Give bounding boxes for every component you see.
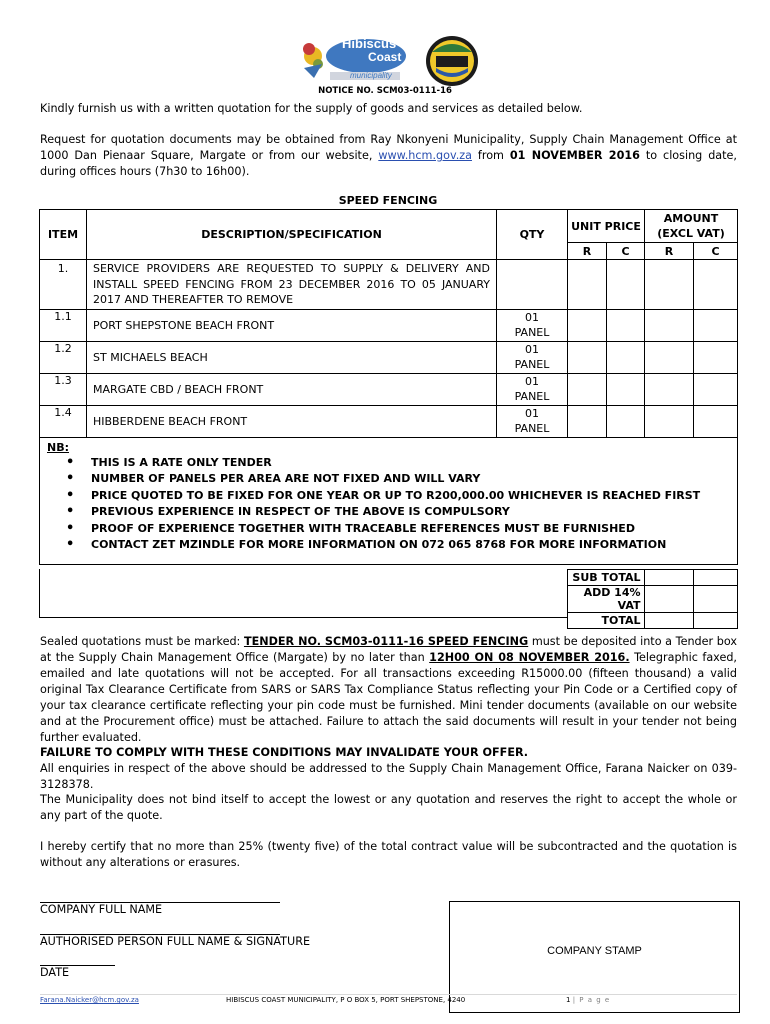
notice-number: NOTICE NO. SCM03-0111-16 bbox=[318, 86, 452, 96]
sealed-part1: Sealed quotations must be marked: bbox=[40, 635, 244, 648]
row-description: PORT SHEPSTONE BEACH FRONT bbox=[87, 309, 497, 341]
footer-divider bbox=[40, 994, 737, 995]
row-item: 1.2 bbox=[40, 341, 87, 373]
header-item: ITEM bbox=[40, 210, 87, 260]
table-row bbox=[40, 373, 738, 405]
list-item: • CONTACT ZET MZINDLE FOR MORE INFORMATION ON 072 065 8768 FOR MORE INFORMATION bbox=[66, 537, 700, 553]
request-part1: Request for quotation documents may be obtained from Ray Nkonyeni Municipality, Supply Chain Management Office at 1000 Dan Pienaar Square, Margate or from our website, bbox=[40, 133, 737, 162]
date-label: DATE bbox=[40, 966, 70, 979]
header-unit-c: C bbox=[607, 243, 645, 260]
row-description: SERVICE PROVIDERS ARE REQUESTED TO SUPPLY & DELIVERY AND INSTALL SPEED FENCING FROM 23 DECEMBER 2016 TO 05 JANUARY 2017 AND THEREAFTER TO REMOVE bbox=[87, 260, 497, 310]
logo-line-2: Coast bbox=[368, 50, 402, 64]
sealed-part2: must be deposited into a Tender box at the Supply Chain Management Office (Margate) by no later than bbox=[40, 635, 737, 664]
company-stamp-label: COMPANY STAMP bbox=[547, 945, 642, 957]
row-item: 1.1 bbox=[40, 309, 87, 341]
header-unit-r: R bbox=[568, 243, 607, 260]
request-date: 01 NOVEMBER 2016 bbox=[509, 149, 640, 162]
company-name-label: COMPANY FULL NAME bbox=[40, 903, 163, 916]
section-title: SPEED FENCING bbox=[338, 194, 438, 207]
nb-label: NB: bbox=[47, 441, 69, 454]
sealed-paragraph bbox=[40, 634, 737, 746]
row-qty-unit: PANEL bbox=[514, 358, 550, 371]
logo-line-3: municipality bbox=[350, 71, 392, 80]
row-qty-number: 01 bbox=[525, 342, 539, 356]
sealed-part3: Telegraphic faxed, emailed and late quotations will not be accepted. For all transactions exceeding R15000.00 (fifteen thousand) a valid original Tax Clearance Certificate from SARS or SARS Tax Compliance Status reflecting your Pin Code or a Certified copy of your tax clearance certificate reflecting your pin code must be furnished. Mini tender documents (available on our website and at the Procurement office) must be attached. Failure to attach the said documents will result in your tender not being further evaluated. bbox=[40, 651, 737, 744]
footer-email-link[interactable]: Farana.Naicker@hcm.gov.za bbox=[40, 996, 139, 1004]
header-amount-r: R bbox=[645, 243, 694, 260]
failure-warning: FAILURE TO COMPLY WITH THESE CONDITIONS MAY INVALIDATE YOUR OFFER. bbox=[40, 746, 529, 759]
nb-list bbox=[66, 455, 700, 553]
totals-table bbox=[39, 569, 738, 629]
header-amount-c: C bbox=[694, 243, 738, 260]
row-qty-unit: PANEL bbox=[514, 326, 550, 339]
certify-text: I hereby certify that no more than 25% (twenty five) of the total contract value will be subcontracted and the quotation is without any alterations or erasures. bbox=[40, 840, 737, 869]
request-part3: to closing date, during offices hours (7h30 to 16h00). bbox=[40, 149, 737, 178]
totals-left-border bbox=[39, 569, 40, 618]
row-qty-number: 01 bbox=[525, 374, 539, 388]
row-description: MARGATE CBD / BEACH FRONT bbox=[87, 373, 497, 405]
header-unit-price: UNIT PRICE bbox=[568, 210, 645, 243]
row-item: 1.4 bbox=[40, 405, 87, 437]
tender-number: TENDER NO. SCM03-0111-16 SPEED FENCING bbox=[243, 635, 529, 648]
closing-time: 12H00 ON 08 NOVEMBER 2016. bbox=[429, 651, 630, 664]
header-amount: AMOUNT (EXCL VAT) bbox=[645, 210, 738, 243]
row-qty-unit: PANEL bbox=[514, 390, 550, 403]
enquiries-text: All enquiries in respect of the above should be addressed to the Supply Chain Management Office, Farana Naicker on 039-3128378. bbox=[40, 762, 737, 791]
vat-label: ADD 14% VAT bbox=[567, 586, 644, 613]
total-label: TOTAL bbox=[567, 613, 644, 629]
list-item: • PREVIOUS EXPERIENCE IN RESPECT OF THE ABOVE IS COMPULSORY bbox=[66, 504, 700, 520]
list-item: • PRICE QUOTED TO BE FIXED FOR ONE YEAR OR UP TO R200,000.00 WHICHEVER IS REACHED FIRST bbox=[66, 488, 700, 504]
list-item: • PROOF OF EXPERIENCE TOGETHER WITH TRACEABLE REFERENCES MUST BE FURNISHED bbox=[66, 521, 700, 537]
header-description: DESCRIPTION/SPECIFICATION bbox=[87, 210, 497, 260]
footer-page-number bbox=[566, 996, 610, 1004]
page-number: 1 bbox=[566, 996, 571, 1004]
footer-address: HIBISCUS COAST MUNICIPALITY, P O BOX 5, PORT SHEPSTONE, 4240 bbox=[226, 996, 466, 1004]
request-part2: from bbox=[471, 149, 510, 162]
subtotal-label: SUB TOTAL bbox=[567, 570, 644, 586]
logo-line-1: Hibiscus bbox=[342, 36, 397, 51]
not-bind-text: The Municipality does not bind itself to accept the lowest or any quotation and reserves the right to accept the whole or any part of the quote. bbox=[40, 793, 737, 822]
list-item: • THIS IS A RATE ONLY TENDER bbox=[66, 455, 700, 471]
row-item: 1. bbox=[40, 260, 87, 310]
table-row bbox=[40, 341, 738, 373]
intro-text: Kindly furnish us with a written quotation for the supply of goods and services as detailed below. bbox=[40, 102, 583, 115]
authorised-person-label: AUTHORISED PERSON FULL NAME & SIGNATURE bbox=[40, 935, 311, 948]
website-link[interactable]: www.hcm.gov.za bbox=[378, 149, 472, 162]
row-qty-number: 01 bbox=[525, 406, 539, 420]
table-row bbox=[40, 260, 738, 310]
row-qty-number: 01 bbox=[525, 310, 539, 324]
table-row bbox=[40, 309, 738, 341]
header-qty: QTY bbox=[497, 210, 568, 260]
page-label: | P a g e bbox=[572, 996, 611, 1004]
row-description: HIBBERDENE BEACH FRONT bbox=[87, 405, 497, 437]
request-paragraph bbox=[40, 132, 737, 180]
list-item: • NUMBER OF PANELS PER AREA ARE NOT FIXED AND WILL VARY bbox=[66, 471, 700, 487]
municipality-logo bbox=[300, 34, 480, 88]
row-item: 1.3 bbox=[40, 373, 87, 405]
totals-bottom-border bbox=[39, 617, 567, 618]
row-qty-unit: PANEL bbox=[514, 422, 550, 435]
table-row bbox=[40, 405, 738, 437]
row-description: ST MICHAELS BEACH bbox=[87, 341, 497, 373]
